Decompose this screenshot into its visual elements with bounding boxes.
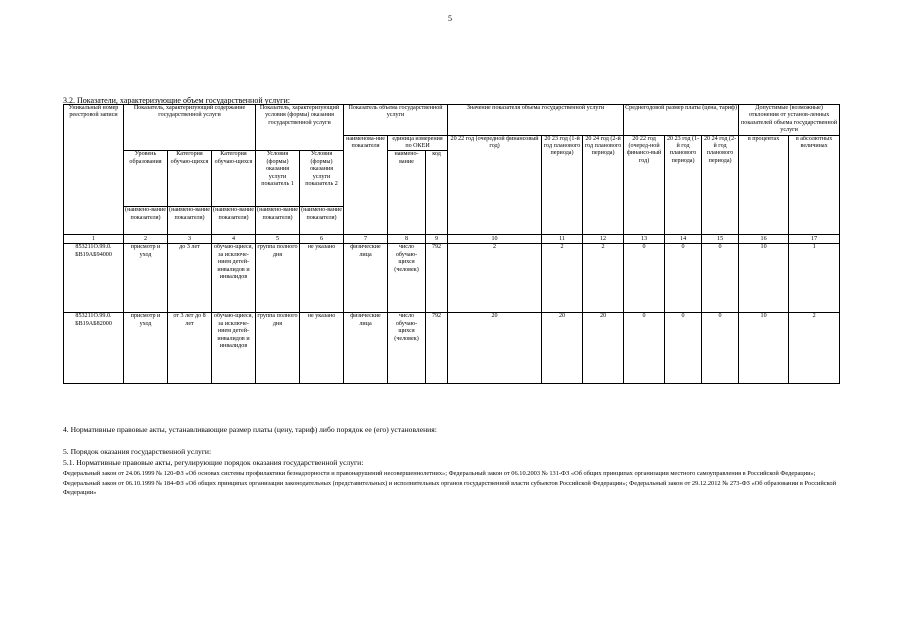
cell-percent: 10 (739, 313, 789, 384)
header-unit-name: наимено-вание (388, 151, 426, 235)
header-unit-code: код (426, 151, 448, 235)
col-number: 14 (665, 235, 702, 244)
header-edu-level: Уровень образования (124, 151, 168, 207)
paragraph-4: 4. Нормативные правовые акты, устанавливающие размер платы (цену, тариф) либо порядок ее (его) установления: (63, 425, 437, 434)
header-value-y3: 20 24 год (2-й год планового периода) (583, 135, 624, 235)
col-number: 10 (448, 235, 542, 244)
col-number: 1 (64, 235, 124, 244)
col-number: 4 (212, 235, 256, 244)
col-number: 2 (124, 235, 168, 244)
column-numbers-row (64, 235, 840, 244)
cell-fee-y1: 0 (624, 244, 665, 313)
paragraph-5-1: 5.1. Нормативные правовые акты, регулирующие порядок оказания государственной услуги: (63, 458, 364, 467)
header-cond1: Условия (формы) оказания услуги показатель 1 (256, 151, 300, 207)
laws-text: Федеральный закон от 24.06.1999 № 120-ФЗ «Об основах системы профилактики безнадзорности и правонарушений несовершеннолетних»; Федеральный закон от 06.10.2003 № 131-ФЗ «Об общих принципах организации местного самоуправления в Российской Федерации»; Федеральный закон от 06.10.1999 № 184-ФЗ «Об общих принципах организации законодательных (представительных) и исполнительных органов государственной власти субъектов Российской Федерации»; Федеральный закон от 29.12.2012 № 273-ФЗ «Об образовании в Российской Федерации» (63, 470, 837, 497)
header-content: Показатель, характеризующий содержание государственной услуги (124, 105, 256, 151)
cell-fee-y3: 0 (702, 313, 739, 384)
cell-cond1: группа полного дня (256, 244, 300, 313)
col-number: 8 (388, 235, 426, 244)
cell-fee-y3: 0 (702, 244, 739, 313)
header-deviation: Допустимые (возможные) отклонения от установ-ленных показателей объема государственной услуги (739, 105, 840, 136)
header-naming-5: (наимено-вание показателя) (300, 207, 344, 235)
cell-registry: 853211О.99.0. БВ19АБ94000 (64, 244, 124, 313)
cell-unit-name: число обучаю-щихся (человек) (388, 313, 426, 384)
header-volume: Показатель объема государственной услуги (344, 105, 448, 136)
cell-cond1: группа полного дня (256, 313, 300, 384)
cell-unit-name: число обучаю-щихся (человек) (388, 244, 426, 313)
col-number: 9 (426, 235, 448, 244)
header-naming-1: (наимено-вание показателя) (124, 207, 168, 235)
cell-unit-code: 792 (426, 313, 448, 384)
header-cat2: Категория обучаю-щихся (212, 151, 256, 207)
table-row (64, 244, 840, 313)
cell-value-y3: 20 (583, 313, 624, 384)
col-number: 6 (300, 235, 344, 244)
header-naming-4: (наимено-вание показателя) (256, 207, 300, 235)
cell-absolute: 2 (789, 313, 840, 384)
section-title: 3.2. Показатели, характеризующие объем государственной услуги: (63, 96, 290, 105)
cell-indicator: физические лица (344, 313, 388, 384)
header-fee-y2: 20 23 год (1-й год планового периода) (665, 135, 702, 235)
page-number: 5 (448, 14, 452, 23)
volume-indicators-table (63, 104, 840, 384)
cell-cond2: не указано (300, 313, 344, 384)
header-naming-2: (наимено-вание показателя) (168, 207, 212, 235)
header-cat1: Категория обучаю-щихся (168, 151, 212, 207)
header-cond2: Условия (формы) оказания услуги показатель 2 (300, 151, 344, 207)
cell-absolute: 1 (789, 244, 840, 313)
cell-value-y1: 2 (448, 244, 542, 313)
col-number: 17 (789, 235, 840, 244)
header-percent: в процентах (739, 135, 789, 235)
paragraph-5: 5. Порядок оказания государственной услуги: (63, 447, 212, 456)
cell-cat1: до 3 лет (168, 244, 212, 313)
header-value: Значение показателя объема государственной услуги (448, 105, 624, 136)
cell-fee-y2: 0 (665, 313, 702, 384)
cell-cond2: не указано (300, 244, 344, 313)
header-fee-y1: 20 22 год (очеред-ной финансо-вый год) (624, 135, 665, 235)
cell-cat1: от 3 лет до 8 лет (168, 313, 212, 384)
col-number: 7 (344, 235, 388, 244)
col-number: 16 (739, 235, 789, 244)
table-row (64, 313, 840, 384)
header-value-y1: 20 22 год (очередной финансовый год) (448, 135, 542, 235)
header-value-y2: 20 23 год (1-й год планового периода) (542, 135, 583, 235)
cell-fee-y2: 0 (665, 244, 702, 313)
cell-indicator: физические лица (344, 244, 388, 313)
header-fee: Среднегодовой размер платы (цена, тариф) (624, 105, 739, 136)
cell-edu-level: присмотр и уход (124, 313, 168, 384)
cell-registry: 853211О.99.0. БВ19АБ82000 (64, 313, 124, 384)
col-number: 11 (542, 235, 583, 244)
cell-cat2: обучаю-щиеся, за исключе-нием детей-инвалидов и инвалидов (212, 313, 256, 384)
col-number: 15 (702, 235, 739, 244)
cell-value-y1: 20 (448, 313, 542, 384)
col-number: 12 (583, 235, 624, 244)
cell-value-y2: 2 (542, 244, 583, 313)
header-registry: Уникальный номер реестровой записи (64, 105, 124, 235)
col-number: 3 (168, 235, 212, 244)
cell-edu-level: присмотр и уход (124, 244, 168, 313)
header-indicator-name: наименова-ние показателя (344, 135, 388, 235)
cell-value-y2: 20 (542, 313, 583, 384)
header-unit: единица измерения по ОКЕИ (388, 135, 448, 151)
header-naming-3: (наимено-вание показателя) (212, 207, 256, 235)
cell-value-y3: 2 (583, 244, 624, 313)
cell-fee-y1: 0 (624, 313, 665, 384)
col-number: 5 (256, 235, 300, 244)
header-fee-y3: 20 24 год (2-й год планового периода) (702, 135, 739, 235)
cell-unit-code: 792 (426, 244, 448, 313)
header-conditions: Показатель, характеризующий условия (формы) оказания государственной услуги (256, 105, 344, 151)
cell-cat2: обучаю-щиеся, за исключе-нием детей-инвалидов и инвалидов (212, 244, 256, 313)
cell-percent: 10 (739, 244, 789, 313)
header-absolute: в абсолютных величинах (789, 135, 840, 235)
header-row-1 (64, 105, 840, 136)
col-number: 13 (624, 235, 665, 244)
